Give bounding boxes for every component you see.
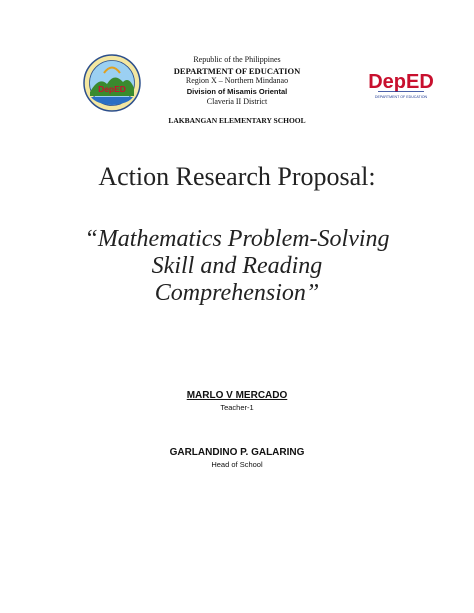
deped-logo-subtext: DEPARTMENT OF EDUCATION <box>374 95 428 99</box>
research-topic <box>40 226 434 307</box>
author-name: MARLO V MERCADO <box>186 390 288 401</box>
department-line: DEPARTMENT OF EDUCATION <box>173 65 301 76</box>
division-line: Division of Misamis Oriental <box>186 86 288 96</box>
school-head-block <box>0 446 474 471</box>
school-head-role: Head of School <box>211 460 263 469</box>
region-line: Region X – Northern Mindanao <box>185 76 289 85</box>
deped-logo-text: DepED <box>368 71 434 93</box>
seal-text: DepED <box>98 84 126 94</box>
school-head-name: GARLANDINO P. GALARING <box>169 447 305 458</box>
research-topic-line-1: “Mathematics Problem-Solving <box>84 226 390 252</box>
research-topic-line-2: Skill and Reading <box>151 253 323 279</box>
document-title: Action Research Proposal: <box>98 162 376 191</box>
republic-line: Republic of the Philippines <box>193 55 281 64</box>
district-line: Claveria II District <box>206 97 268 106</box>
school-name: LAKBANGAN ELEMENTARY SCHOOL <box>168 116 306 125</box>
author-block <box>0 389 474 414</box>
deped-logo <box>366 66 436 102</box>
research-topic-line-3: Comprehension” <box>154 280 320 306</box>
author-role: Teacher-1 <box>220 403 254 412</box>
